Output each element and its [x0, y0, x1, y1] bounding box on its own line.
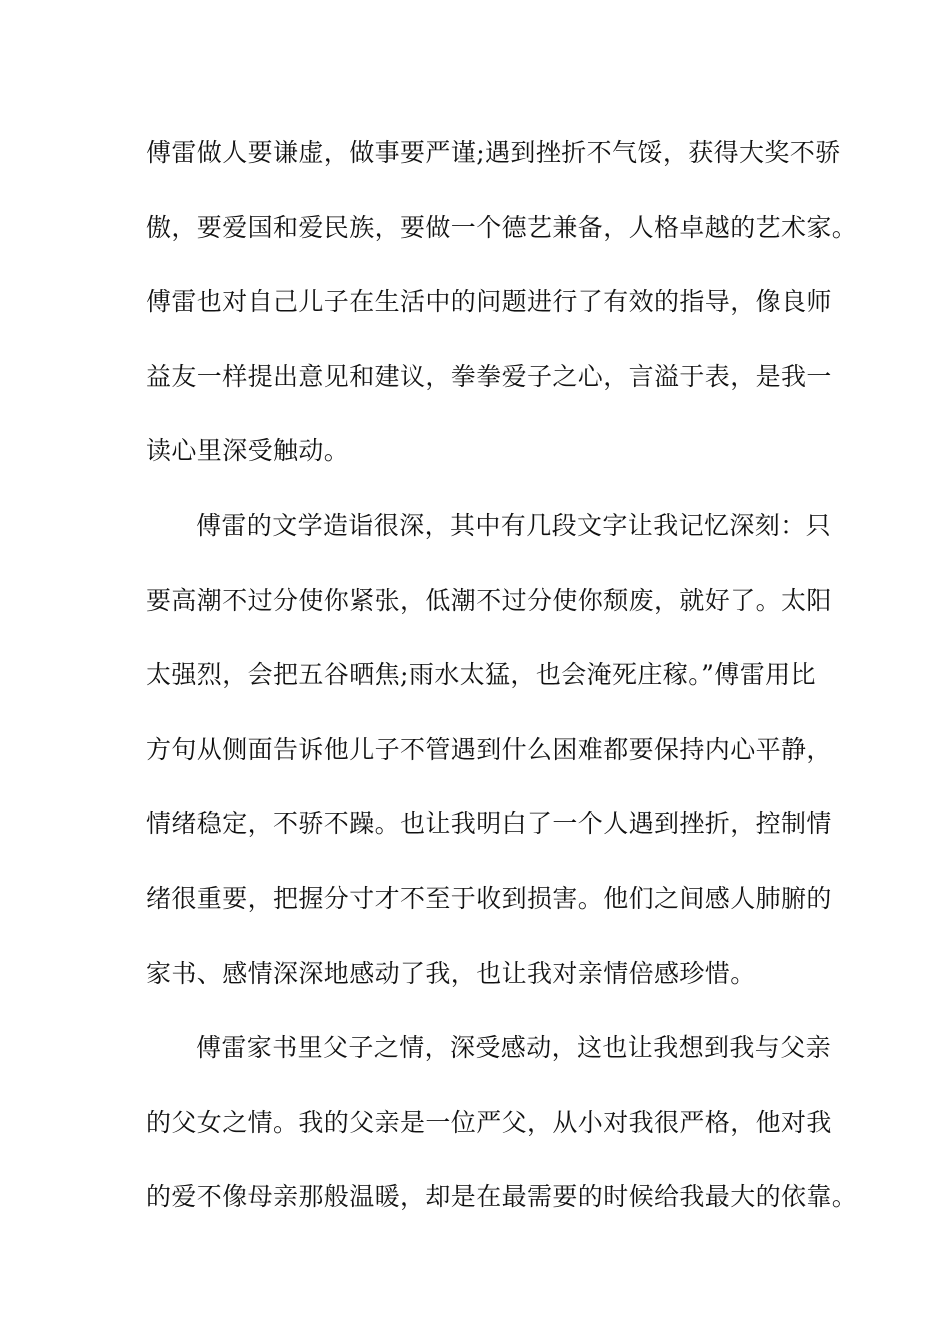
text-line: 的父女之情。我的父亲是一位严父，从小对我很严格，他对我	[146, 1107, 832, 1137]
paragraph-first-line: 傅雷家书里父子之情，深受感动，这也让我想到我与父亲	[196, 1033, 832, 1063]
text-line: 傅雷也对自己儿子在生活中的问题进行了有效的指导，像良师	[146, 287, 832, 317]
text-line: 益友一样提出意见和建议，拳拳爱子之心，言溢于表，是我一	[146, 361, 832, 391]
text-line: 傅雷做人要谦虚，做事要严谨;遇到挫折不气馁，获得大奖不骄	[146, 138, 841, 167]
text-line: 傲，要爱国和爱民族，要做一个德艺兼备，人格卓越的艺术家。	[146, 212, 858, 242]
text-line: 太强烈，会把五谷晒焦;雨水太猛，也会淹死庄稼。”傅雷用比	[146, 660, 816, 690]
document-body	[146, 128, 858, 1247]
paragraph-first-line: 傅雷的文学造诣很深，其中有几段文字让我记忆深刻：只	[196, 510, 832, 540]
text-line: 要高潮不过分使你紧张，低潮不过分使你颓废，就好了。太阳	[146, 585, 832, 615]
text-line: 情绪稳定，不骄不躁。也让我明白了一个人遇到挫折，控制情	[146, 809, 832, 839]
text-line: 绪很重要，把握分寸才不至于收到损害。他们之间感人肺腑的	[146, 883, 832, 913]
text-line: 家书、感情深深地感动了我，也让我对亲情倍感珍惜。	[146, 958, 756, 988]
text-line: 的爱不像母亲那般温暖，却是在最需要的时候给我最大的依靠。	[146, 1182, 858, 1212]
text-line: 方句从侧面告诉他儿子不管遇到什么困难都要保持内心平静，	[146, 734, 832, 764]
text-line: 读心里深受触动。	[146, 436, 350, 466]
